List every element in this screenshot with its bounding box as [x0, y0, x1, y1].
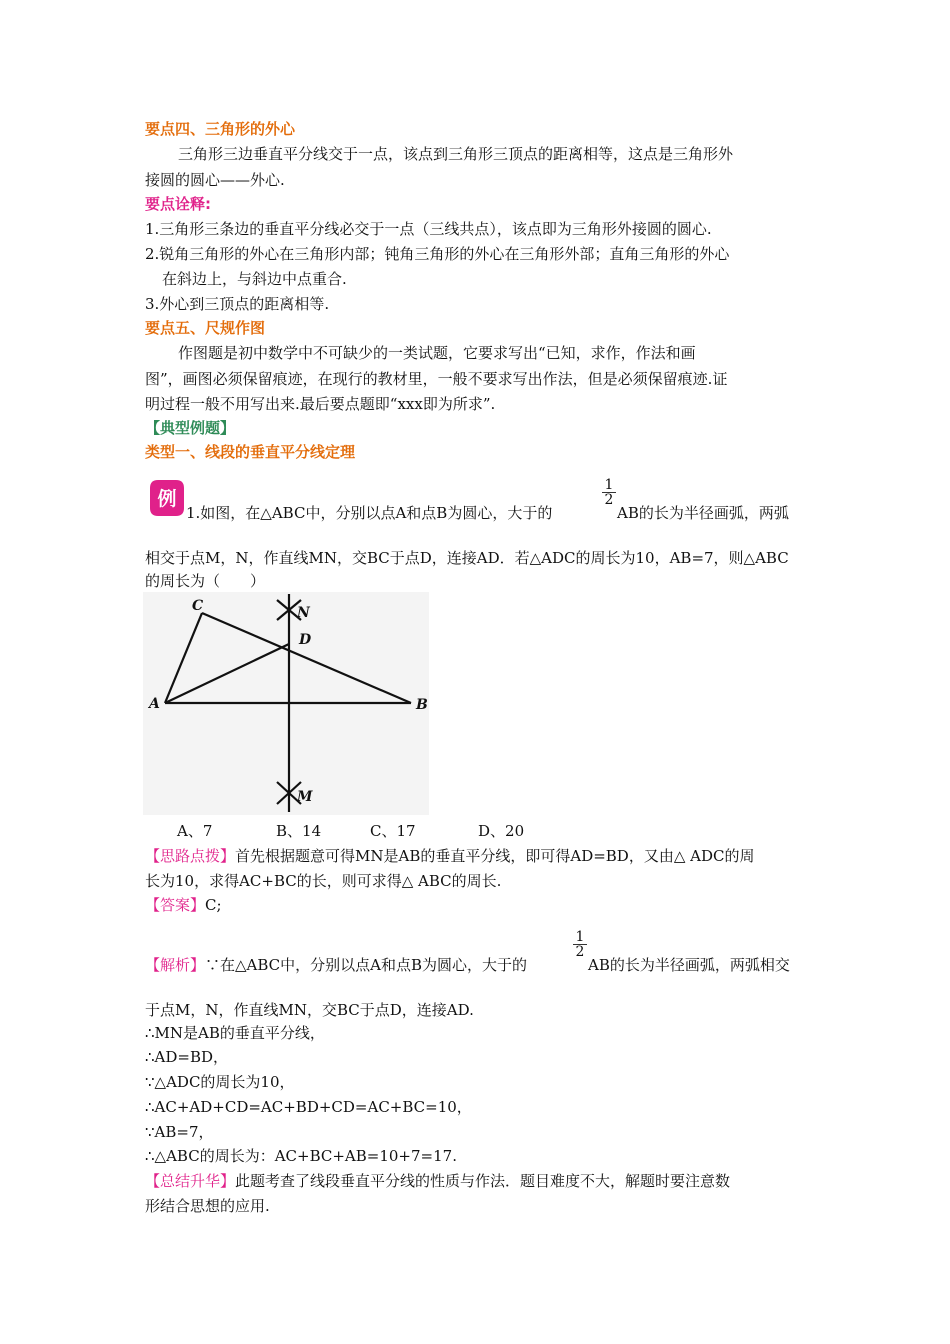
problem-line3: 的周长为（ ） — [145, 572, 266, 590]
analysis-fraction-numerator: 1 — [573, 930, 587, 945]
analysis-line1a — [145, 954, 527, 976]
examples-title: 【典型例题】 — [145, 419, 236, 437]
label-m: M — [297, 789, 313, 805]
section5-line1: 作图题是初中数学中不可缺少的一类试题，它要求写出“已知，求作，作法和画 — [178, 344, 696, 362]
problem-fraction — [602, 478, 616, 507]
analysis-step: ∴AD=BD， — [145, 1048, 229, 1066]
notes-item1: 1.三角形三条边的垂直平分线必交于一点（三线共点），该点即为三角形外接圆的圆心. — [145, 220, 712, 238]
answer-line — [145, 894, 222, 916]
analysis-fraction — [573, 930, 587, 959]
hint-text1: 首先根据题意可得MN是AB的垂直平分线，即可得AD=BD，又由△ ADC的周 — [235, 847, 755, 865]
section5-line2: 图”，画图必须保留痕迹，在现行的教材里，一般不要求写出作法，但是必须保留痕迹.证 — [145, 370, 728, 388]
answer-tag: 【答案】 — [145, 896, 206, 914]
label-a: A — [149, 696, 160, 712]
summary-line2: 形结合思想的应用. — [145, 1197, 270, 1215]
section4-line1: 三角形三边垂直平分线交于一点，该点到三角形三顶点的距离相等，这点是三角形外 — [178, 145, 734, 163]
section5-line3: 明过程一般不用写出来.最后要点题即“xxx即为所求”. — [145, 395, 496, 413]
analysis-line1b: AB的长为半径画弧，两弧相交 — [588, 956, 790, 974]
summary-tag: 【总结升华】 — [145, 1172, 236, 1190]
summary-line1 — [145, 1170, 730, 1192]
hint-tag: 【思路点拨】 — [145, 847, 236, 865]
triangle-diagram — [143, 592, 429, 815]
analysis-step: ∴△ABC的周长为：AC+BC+AB=10+7=17. — [145, 1147, 457, 1165]
problem-line1b: AB的长为半径画弧，两弧 — [617, 504, 789, 522]
badge-shape — [146, 478, 186, 518]
analysis-step: ∵△ADC的周长为10， — [145, 1073, 295, 1091]
notes-title: 要点诠释: — [145, 195, 211, 213]
section5-title: 要点五、尺规作图 — [145, 319, 266, 337]
label-c: C — [192, 598, 204, 614]
problem-line1a: 1.如图，在△ABC中，分别以点A和点B为圆心，大于的 — [186, 504, 553, 522]
analysis-text1a: ∵在△ABC中，分别以点A和点B为圆心，大于的 — [205, 956, 528, 974]
analysis-tag: 【解析】 — [145, 956, 206, 974]
fraction-numerator: 1 — [602, 478, 616, 493]
analysis-step: ∵AB=7， — [145, 1123, 214, 1141]
analysis-step: ∴AC+AD+CD=AC+BD+CD=AC+BC=10， — [145, 1098, 472, 1116]
option-d: D、20 — [478, 822, 525, 840]
type1-title: 类型一、线段的垂直平分线定理 — [145, 443, 356, 461]
analysis-step: ∴MN是AB的垂直平分线， — [145, 1024, 325, 1042]
badge-text: 例 — [157, 488, 177, 510]
label-d: D — [299, 632, 312, 648]
notes-item3: 3.外心到三顶点的距离相等. — [145, 295, 330, 313]
fraction-denominator: 2 — [604, 492, 614, 508]
option-a: A、7 — [177, 822, 213, 840]
notes-item2-line2: 在斜边上，与斜边中点重合. — [162, 270, 347, 288]
option-b: B、14 — [276, 822, 322, 840]
analysis-fraction-denominator: 2 — [575, 944, 585, 960]
label-n: N — [297, 605, 310, 621]
section4-title: 要点四、三角形的外心 — [145, 120, 296, 138]
label-b: B — [416, 697, 428, 713]
example-badge — [146, 478, 186, 518]
hint-line1 — [145, 845, 754, 867]
section4-line2: 接圆的圆心——外心. — [145, 171, 285, 189]
analysis-line2: 于点M，N，作直线MN，交BC于点D，连接AD. — [145, 1001, 474, 1019]
answer-text: C; — [205, 896, 222, 914]
problem-line2: 相交于点M，N，作直线MN，交BC于点D，连接AD．若△ADC的周长为10，AB=7，则△ABC — [145, 549, 789, 567]
option-c: C、17 — [370, 822, 416, 840]
notes-item2-line1: 2.锐角三角形的外心在三角形内部；钝角三角形的外心在三角形外部；直角三角形的外心 — [145, 245, 730, 263]
summary-text1: 此题考查了线段垂直平分线的性质与作法．题目难度不大，解题时要注意数 — [235, 1172, 731, 1190]
triangle-figure — [143, 592, 429, 815]
hint-line2: 长为10，求得AC+BC的长，则可求得△ ABC的周长. — [145, 872, 502, 890]
